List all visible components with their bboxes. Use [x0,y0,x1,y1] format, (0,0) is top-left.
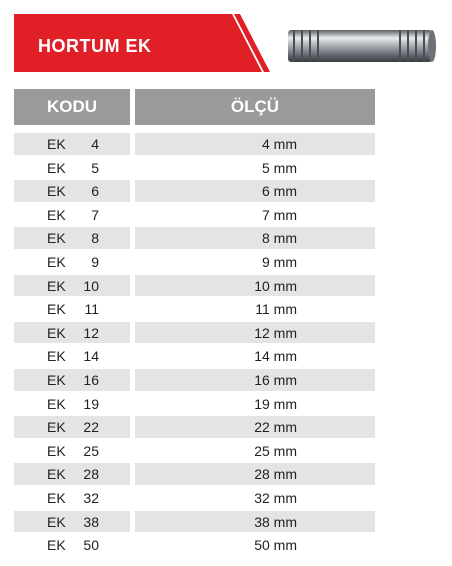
table-row [14,226,375,250]
olcu-cell [135,440,375,462]
kodu-prefix: EK [47,489,66,506]
kodu-number: 32 [83,489,99,506]
kodu-number: 6 [91,183,99,200]
olcu-value: 11 mm [255,301,297,318]
kodu-prefix: EK [47,159,66,176]
table-row [14,250,375,274]
olcu-value: 25 mm [254,442,297,459]
kodu-prefix: EK [47,253,66,270]
olcu-value: 6 mm [262,183,297,200]
table-row [14,344,375,368]
olcu-cell [135,298,375,320]
kodu-prefix: EK [47,277,66,294]
olcu-value: 14 mm [254,348,297,365]
table-row [14,321,375,345]
olcu-value: 7 mm [262,206,297,223]
olcu-value: 19 mm [254,395,297,412]
kodu-cell [14,204,130,226]
hose-fitting-image [280,24,438,68]
kodu-cell [14,180,130,202]
table-row [14,297,375,321]
kodu-cell [14,251,130,273]
kodu-number: 5 [91,159,99,176]
kodu-prefix: EK [47,348,66,365]
olcu-cell [135,393,375,415]
olcu-cell [135,463,375,485]
kodu-prefix: EK [47,419,66,436]
kodu-number: 9 [91,253,99,270]
olcu-cell [135,487,375,509]
kodu-cell [14,463,130,485]
kodu-cell [14,487,130,509]
olcu-value: 5 mm [262,159,297,176]
kodu-number: 12 [83,324,99,341]
olcu-cell [135,251,375,273]
table-row [14,533,375,557]
kodu-cell [14,157,130,179]
kodu-number: 4 [91,136,99,152]
olcu-value: 10 mm [254,277,297,294]
kodu-cell [14,227,130,249]
table-row [14,439,375,463]
kodu-prefix: EK [47,301,66,318]
table-row [14,510,375,534]
olcu-cell [135,157,375,179]
olcu-value: 32 mm [254,489,297,506]
table-row [14,203,375,227]
olcu-cell [135,133,375,155]
kodu-prefix: EK [47,206,66,223]
table-row [14,392,375,416]
column-header-olcu: ÖLÇÜ [135,89,375,125]
kodu-cell [14,534,130,556]
olcu-cell [135,322,375,344]
kodu-number: 10 [83,277,99,294]
kodu-number: 19 [83,395,99,412]
olcu-value: 38 mm [254,513,297,530]
kodu-prefix: EK [47,466,66,483]
kodu-prefix: EK [47,537,66,554]
table-row [14,462,375,486]
table-row [14,368,375,392]
kodu-prefix: EK [47,136,66,152]
kodu-cell [14,133,130,155]
olcu-cell [135,369,375,391]
kodu-prefix: EK [47,230,66,247]
olcu-cell [135,416,375,438]
page-title: HORTUM EK [38,36,152,56]
table-row [14,132,375,156]
kodu-cell [14,416,130,438]
kodu-number: 14 [83,348,99,365]
kodu-prefix: EK [47,371,66,388]
olcu-value: 50 mm [254,537,297,554]
kodu-number: 25 [83,442,99,459]
kodu-cell [14,345,130,367]
olcu-value: 28 mm [254,466,297,483]
kodu-number: 11 [84,301,99,318]
olcu-value: 16 mm [254,371,297,388]
olcu-cell [135,511,375,533]
column-header-kodu: KODU [14,89,130,125]
table-row [14,415,375,439]
olcu-value: 9 mm [262,253,297,270]
kodu-prefix: EK [47,395,66,412]
kodu-prefix: EK [47,442,66,459]
olcu-value: 4 mm [262,136,297,152]
kodu-number: 50 [83,537,99,554]
olcu-cell [135,180,375,202]
product-table [14,132,375,557]
kodu-cell [14,440,130,462]
olcu-cell [135,275,375,297]
olcu-cell [135,345,375,367]
olcu-value: 22 mm [254,419,297,436]
olcu-value: 12 mm [254,324,297,341]
table-row [14,156,375,180]
kodu-number: 7 [91,206,99,223]
table-row [14,274,375,298]
olcu-cell [135,227,375,249]
olcu-value: 8 mm [262,230,297,247]
kodu-cell [14,393,130,415]
table-row [14,486,375,510]
kodu-cell [14,322,130,344]
kodu-prefix: EK [47,324,66,341]
kodu-prefix: EK [47,513,66,530]
kodu-number: 22 [83,419,99,436]
olcu-cell [135,534,375,556]
kodu-number: 8 [91,230,99,247]
table-row [14,179,375,203]
kodu-cell [14,275,130,297]
kodu-number: 38 [83,513,99,530]
kodu-number: 28 [83,466,99,483]
olcu-cell [135,204,375,226]
kodu-cell [14,298,130,320]
kodu-cell [14,511,130,533]
kodu-cell [14,369,130,391]
kodu-prefix: EK [47,183,66,200]
kodu-number: 16 [83,371,99,388]
